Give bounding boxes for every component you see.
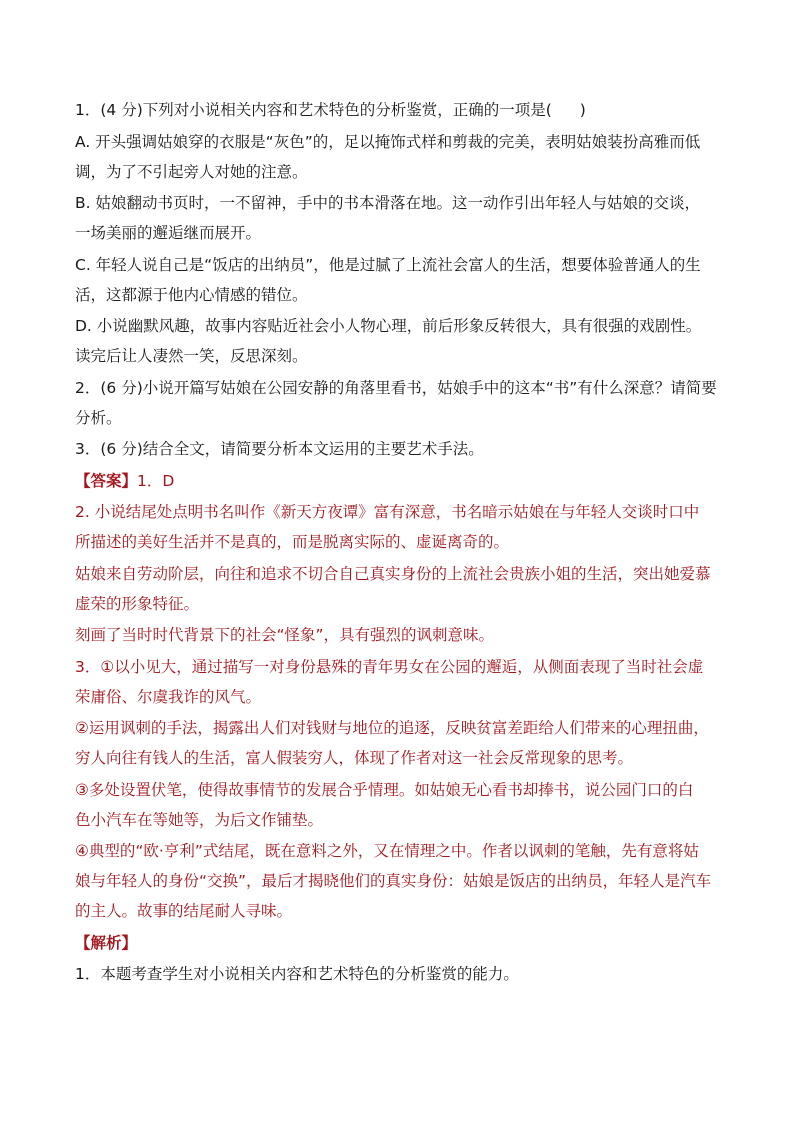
option-a-line-2: 调，为了不引起旁人对她的注意。 [75,162,308,181]
answer-3-1-line-2: 荣庸俗、尔虞我诈的风气。 [75,687,262,706]
answer-3-2-line-2: 穷人向往有钱人的生活，富人假装穷人，体现了作者对这一社会反常现象的思考。 [75,749,634,767]
answer-3-4-line-3: 的主人。故事的结尾耐人寻味。 [75,902,293,920]
answer-heading-line [75,471,735,491]
document-body [75,100,735,996]
answer-3-3-line-1: ③多处设置伏笔，使得故事情节的发展合乎情理。如姑娘无心看书却捧书，说公园门口的白 [75,780,694,799]
answer-3-4-line-2: 娘与年轻人的身份“交换”，最后才揭晓他们的真实身份：姑娘是饭店的出纳员，年轻人是汽车 [75,872,712,890]
answer-2-line-2: 所描述的美好生活并不是真的，而是脱离实际的、虚诞离奇的。 [75,533,510,551]
option-b-line-1: B. 姑娘翻动书页时，一不留神，手中的书本滑落在地。这一动作引出年轻人与姑娘的交谈， [75,194,700,212]
question-2-line-1: 2．(6 分)小说开篇写姑娘在公园安静的角落里看书，姑娘手中的这本“书”有什么深意？请简要 [75,378,717,397]
answer-2c: 刻画了当时时代背景下的社会“怪象”，具有强烈的讽刺意味。 [75,626,495,644]
option-b-line-2: 一场美丽的邂逅继而展开。 [75,224,262,242]
answer-2b-line-2: 虚荣的形象特征。 [75,594,200,613]
question-2-line-2: 分析。 [75,408,122,427]
analysis-1: 1．本题考查学生对小说相关内容和艺术特色的分析鉴赏的能力。 [75,965,519,983]
option-c-line-1: C. 年轻人说自己是“饭店的出纳员”，他是过腻了上流社会富人的生活，想要体验普通人的生 [75,255,701,274]
option-d-line-1: D. 小说幽默风趣，故事内容贴近社会小人物心理，前后形象反转很大，具有很强的戏剧性。 [75,317,702,335]
answer-3-2-line-1: ②运用讽刺的手法，揭露出人们对钱财与地位的追逐，反映贫富差距给人们带来的心理扭曲， [75,719,709,737]
answer-3-3-line-2: 色小汽车在等她等，为后文作铺垫。 [75,810,324,829]
question-1-stem: 1．(4 分)下列对小说相关内容和艺术特色的分析鉴赏，正确的一项是( ) [75,101,586,119]
analysis-heading: 【解析】 [75,933,138,952]
answer-2b-line-1: 姑娘来自劳动阶层，向往和追求不切合自己真实身份的上流社会贵族小姐的生活，突出她爱慕 [75,564,711,583]
question-3: 3．(6 分)结合全文，请简要分析本文运用的主要艺术手法。 [75,440,484,458]
answer-2-line-1: 2. 小说结尾处点明书名叫作《新天方夜谭》富有深意，书名暗示姑娘在与年轻人交谈时口中 [75,503,700,521]
answer-3-label: 3． [75,657,101,676]
answer-heading: 【答案】 [75,471,138,490]
answer-3-1-line-1: 3．①以小见大，通过描写一对身份悬殊的青年男女在公园的邂逅，从侧面表现了当时社会虚 [75,657,704,676]
option-a-line-1: A. 开头强调姑娘穿的衣服是“灰色”的，足以掩饰式样和剪裁的完美，表明姑娘装扮高雅而低 [75,132,701,151]
option-d-line-2: 读完后让人凄然一笑，反思深刻。 [75,347,308,365]
option-c-line-2: 活，这都源于他内心情感的错位。 [75,285,308,304]
answer-1: 1．D [137,471,175,490]
analysis-heading-line [75,933,735,953]
answer-3-4-line-1: ④典型的“欧·亨利”式结尾，既在意料之外，又在情理之中。作者以讽刺的笔触，先有意将姑 [75,842,699,860]
